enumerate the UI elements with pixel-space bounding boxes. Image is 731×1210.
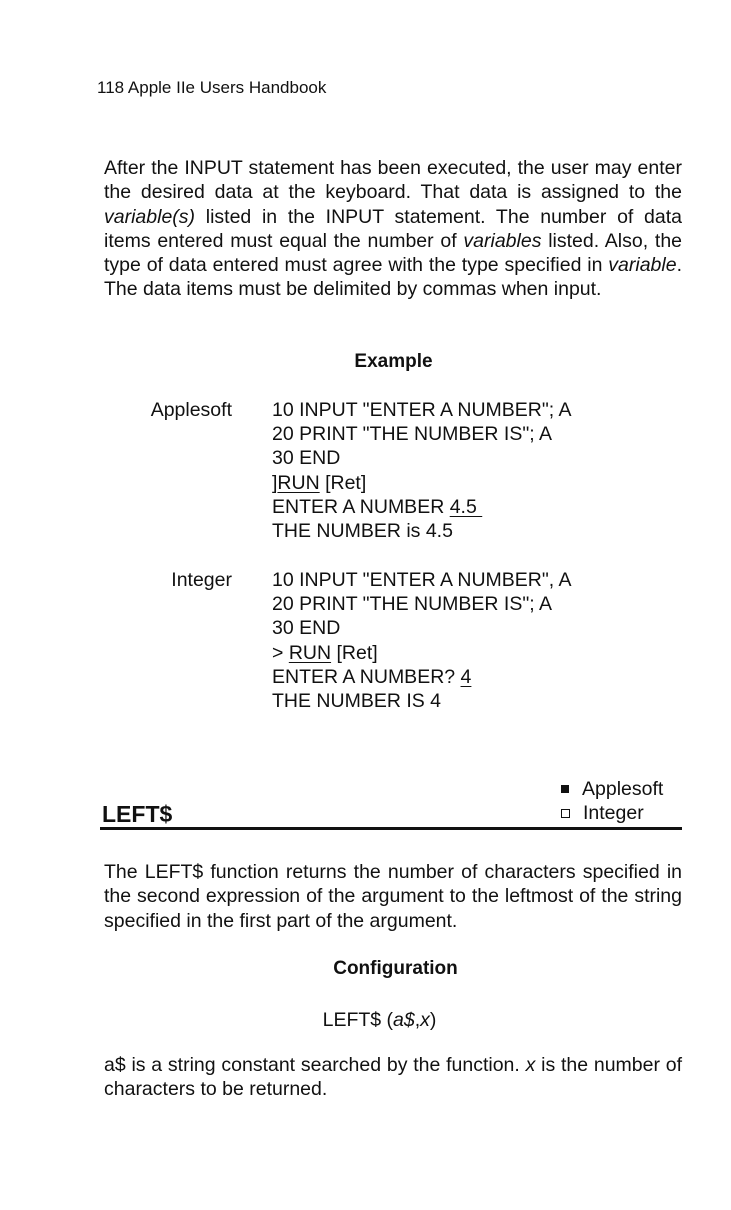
code-line: 10 INPUT "ENTER A NUMBER"; A xyxy=(272,399,572,421)
code-line: THE NUMBER IS 4 xyxy=(272,690,442,713)
code-line: 20 PRINT "THE NUMBER IS"; A xyxy=(272,593,553,616)
availability-applesoft xyxy=(560,777,663,801)
availability-integer xyxy=(560,801,663,825)
book-title: Apple IIe Users Handbook xyxy=(127,78,327,97)
intro-italic-1: variable(s) xyxy=(104,205,196,228)
params-italic-1: x xyxy=(525,1054,536,1076)
configuration-heading: Configuration xyxy=(333,958,458,979)
integer-example-label: Integer xyxy=(171,569,232,591)
page-number: 118 xyxy=(97,78,125,97)
intro-italic-3: variable xyxy=(608,254,677,277)
syntax-prefix: LEFT$ ( xyxy=(322,1009,394,1031)
syntax-separator: , xyxy=(414,1009,421,1031)
applesoft-example-label: Applesoft xyxy=(150,399,232,421)
section-title: LEFT$ xyxy=(102,801,173,827)
example-heading: Example xyxy=(354,351,433,372)
code-line xyxy=(272,471,572,495)
params-text-2: is the number of characters to be returned. xyxy=(104,1054,682,1101)
code-line: 20 PRINT "THE NUMBER IS"; A xyxy=(272,423,553,446)
user-input: 4 xyxy=(460,665,472,688)
return-key: [Ret] xyxy=(319,471,367,494)
prompt-char: > xyxy=(272,641,289,664)
intro-paragraph xyxy=(104,156,682,302)
code-line: 30 END xyxy=(272,447,341,470)
availability-label: Applesoft xyxy=(582,778,664,800)
run-command: RUN xyxy=(277,471,320,494)
syntax-arg-string: a$ xyxy=(393,1009,415,1031)
intro-italic-2: variables xyxy=(463,229,542,252)
code-line xyxy=(272,495,572,519)
user-input: 4.5 xyxy=(449,495,483,518)
intro-text-1: After the INPUT statement has been executed, the user may enter the desired data at the keyboard. That data is assigned to the xyxy=(104,157,682,204)
code-line xyxy=(272,665,572,689)
prompt-text: ENTER A NUMBER? xyxy=(272,665,461,688)
availability-list xyxy=(560,777,663,825)
syntax-arg-count: x xyxy=(420,1009,430,1031)
code-line: 10 INPUT "ENTER A NUMBER", A xyxy=(272,569,572,591)
empty-square-icon xyxy=(561,809,570,818)
prompt-char: ] xyxy=(272,471,278,494)
intro-text-2: listed in the INPUT statement. The number of data items entered must equal the number of xyxy=(104,205,682,252)
section-divider xyxy=(100,827,682,830)
code-line: THE NUMBER is 4.5 xyxy=(272,520,453,543)
page-header xyxy=(97,78,326,98)
intro-text-3: listed. Also, the type of data entered must agree with the type specified in xyxy=(104,229,683,277)
availability-label: Integer xyxy=(583,802,644,824)
syntax-suffix: ) xyxy=(429,1009,437,1031)
description-paragraph: The LEFT$ function returns the number of characters specified in the second expression of the argument to the leftmost of the string specified in the first part of the argument. xyxy=(104,861,682,932)
integer-code-listing xyxy=(272,568,572,713)
syntax-line xyxy=(0,1008,731,1032)
params-text-1: a$ is a string constant searched by the function. xyxy=(104,1054,526,1076)
prompt-text: ENTER A NUMBER xyxy=(272,495,450,518)
applesoft-code-listing xyxy=(272,398,572,543)
code-line xyxy=(272,641,572,665)
run-command: RUN xyxy=(288,641,332,664)
intro-text-4: . The data items must be delimited by commas when input. xyxy=(104,254,682,301)
return-key: [Ret] xyxy=(331,641,378,664)
filled-square-icon xyxy=(561,785,569,793)
parameters-paragraph xyxy=(104,1053,682,1102)
code-line: 30 END xyxy=(272,617,341,640)
